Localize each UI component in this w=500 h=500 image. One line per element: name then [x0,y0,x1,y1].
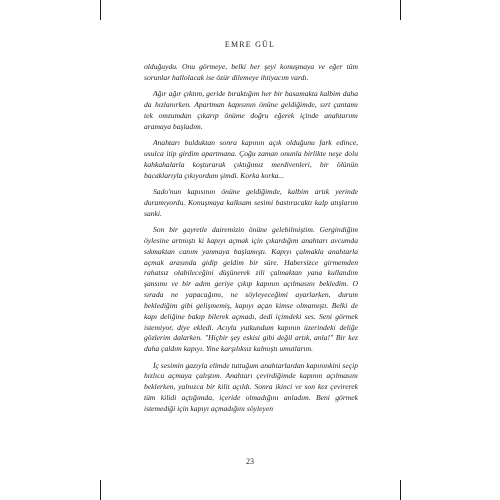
paragraph: olduğuydu. Onu görmeye, belki her şeyi konuşmaya ve eğer tüm sorunlar hallolacak ise özür dilemeye ihtiyacım vardı. [144,62,358,82]
crop-mark-bottom-right [400,480,401,500]
paragraph: Ağır ağır çıktım, geride bıraktığım her bir basamakta kalbim daha da hızlanırken. Apartman kapısının önüne geldiğimde, sırt çantamı tek omzumdan çıkarıp önüme doğru eğerek içinde anahtarımı aramaya başladım. [144,89,358,131]
crop-mark-top-right [400,0,401,20]
paragraph: Anahtarı bulduktan sonra kapının açık olduğunu fark edince, usulca itip girdim apartmana. Çoğu zaman onunla birlikte neşe dolu kahkahalarla koşturarak çıktığımız merdivenleri, bir ölünün bacaklarıyla çıkıyordum şimdi. Korka korka... [144,138,358,180]
crop-mark-top-left [100,0,101,20]
body-text [144,62,358,420]
crop-mark-bottom-left [100,480,101,500]
paragraph: Son bir gayretle dairemizin önüne gelebilmiştim. Gergindiğim öylesine artmıştı ki kapıyı açmak için çıkardığım anahtarı avcumda sıkmaktan canım yanmaya başlamıştı. Kapıyı çalmakla anahtarla açmak arasında gidip geldim bir süre. Habersizce girmemden rahatsız olabileceğini düşünerek zili çalmaktan yana kullandım şansımı ve bir adım geriye çıkıp kapının açılmasını bekledim. O sırada ne yapacağımı, ne söyleyeceğimi ayarlarken, durum beklediğim gibi gelişmemiş, kapıyı açan kimse olmamıştı. Belki de kapı deliğine bakıp bilerek açmadı, dedi içimdeki ses. Seni görmek istemiyor, diye ekledi. Acıyla yutkundum kapının üzerindeki deliğe gözlerim dalarken. "Hiçbir şey eskisi gibi değil artık, anla!" Bir kez daha çaldım kapıyı. Yine karşılıksız kalmıştı umutlarım. [144,224,358,354]
page-number: 23 [246,457,254,466]
paragraph: Sado'nun kapısının önüne geldiğimde, kalbim artık yerinde duramıyordu. Konuşmaya kalksam sesimi bastıracaktı kalp atışlarım sanki. [144,186,358,218]
paragraph: İç sesimin gazıyla elimde tuttuğum anahtarlardan kapınınkini seçip hızlıca açmaya çalıştım. Anahtarı çevirdiğimde kapının açılmasını beklerken, yalnızca bir kilit açıldı. Sonra ikinci ve son kez çevirerek tüm kilidi açtığımda, içeride olmadığını anladım. Beni görmek istemediği için kapıyı açmadığını söyleyen [144,360,358,413]
running-head: EMRE GÜL [224,40,276,49]
